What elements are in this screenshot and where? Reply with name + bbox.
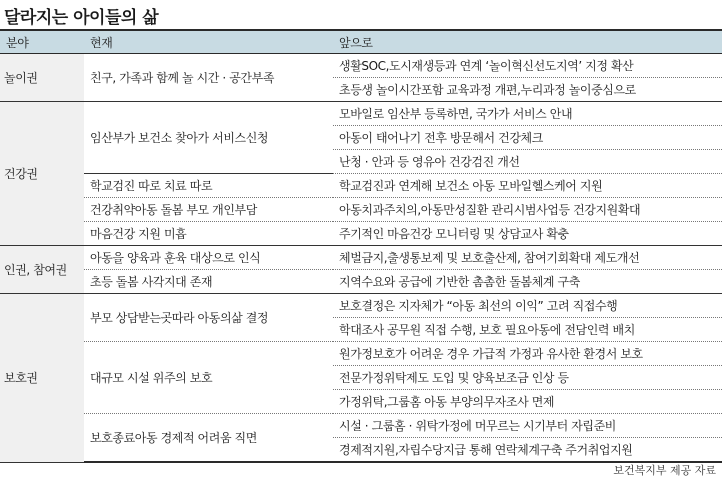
table-row [0,270,722,294]
future-cell: 원가정보호가 어려운 경우 가급적 가정과 유사한 환경서 보호 [333,342,722,366]
future-cell: 아동치과주치의,아동만성질환 관리시범사업등 건강지원확대 [333,198,722,222]
table-row [0,198,722,222]
source-credit: 보건복지부 제공 자료 [613,464,716,477]
category-rights: 인권, 참여권 [0,246,84,294]
future-cell: 아동이 태어나기 전후 방문해서 건강체크 [333,126,722,150]
table-row [0,222,722,246]
current-cell: 초등 돌봄 사각지대 존재 [84,270,333,294]
table-row [0,54,722,78]
table-row [0,246,722,270]
page-title: 달라지는 아이들의 삶 [4,8,159,28]
future-cell: 주기적인 마음건강 모니터링 및 상담교사 확충 [333,222,722,246]
current-cell: 건강취약아동 돌봄 부모 개인부담 [84,198,333,222]
future-cell: 체벌금지,출생통보제 및 보호출산제, 참여기회확대 제도개선 [333,246,722,270]
future-cell: 학교검진과 연계해 보건소 아동 모바일헬스케어 지원 [333,174,722,198]
category-protection: 보호권 [0,294,84,463]
table-row [0,102,722,126]
table-header-row [0,30,722,54]
table-row [0,174,722,198]
current-cell: 대규모 시설 위주의 보호 [84,342,333,414]
current-cell: 아동을 양육과 훈육 대상으로 인식 [84,246,333,270]
future-cell: 생활SOC,도시재생등과 연계 ‘놀이혁신선도지역’ 지정 확산 [333,54,722,78]
future-cell: 모바일로 임산부 등록하면, 국가가 서비스 안내 [333,102,722,126]
future-cell: 학대조사 공무원 직접 수행, 보호 필요아동에 전담인력 배치 [333,318,722,342]
future-cell: 경제적지원,자립수당지급 통해 연락체계구축 주거취업지원 [333,438,722,463]
current-cell: 마음건강 지원 미흡 [84,222,333,246]
future-cell: 초등생 놀이시간포함 교육과정 개편,누리과정 놀이중심으로 [333,78,722,102]
current-cell: 보호종료아동 경제적 어려움 직면 [84,414,333,463]
current-cell: 학교검진 따로 치료 따로 [84,174,333,198]
header-current: 현재 [84,30,333,54]
table-row [0,414,722,438]
table-row [0,342,722,366]
future-cell: 지역수요와 공급에 기반한 촘촘한 돌봄체계 구축 [333,270,722,294]
header-future: 앞으로 [333,30,722,54]
current-cell: 친구, 가족과 함께 놀 시간 · 공간부족 [84,54,333,102]
future-cell: 시설 · 그룹홈 · 위탁가정에 머무르는 시기부터 자립준비 [333,414,722,438]
current-cell: 부모 상담받는곳따라 아동의삶 결정 [84,294,333,342]
table-row [0,294,722,318]
category-health: 건강권 [0,102,84,246]
category-play: 놀이권 [0,54,84,102]
header-category: 분야 [0,30,84,54]
comparison-table [0,29,722,463]
future-cell: 전문가정위탁제도 도입 및 양육보조금 인상 등 [333,366,722,390]
current-cell: 임산부가 보건소 찾아가 서비스신청 [84,102,333,174]
future-cell: 보호결정은 지자체가 “아동 최선의 이익” 고려 직접수행 [333,294,722,318]
future-cell: 난청 · 안과 등 영유아 건강검진 개선 [333,150,722,174]
future-cell: 가정위탁,그룹홈 아동 부양의무자조사 면제 [333,390,722,414]
